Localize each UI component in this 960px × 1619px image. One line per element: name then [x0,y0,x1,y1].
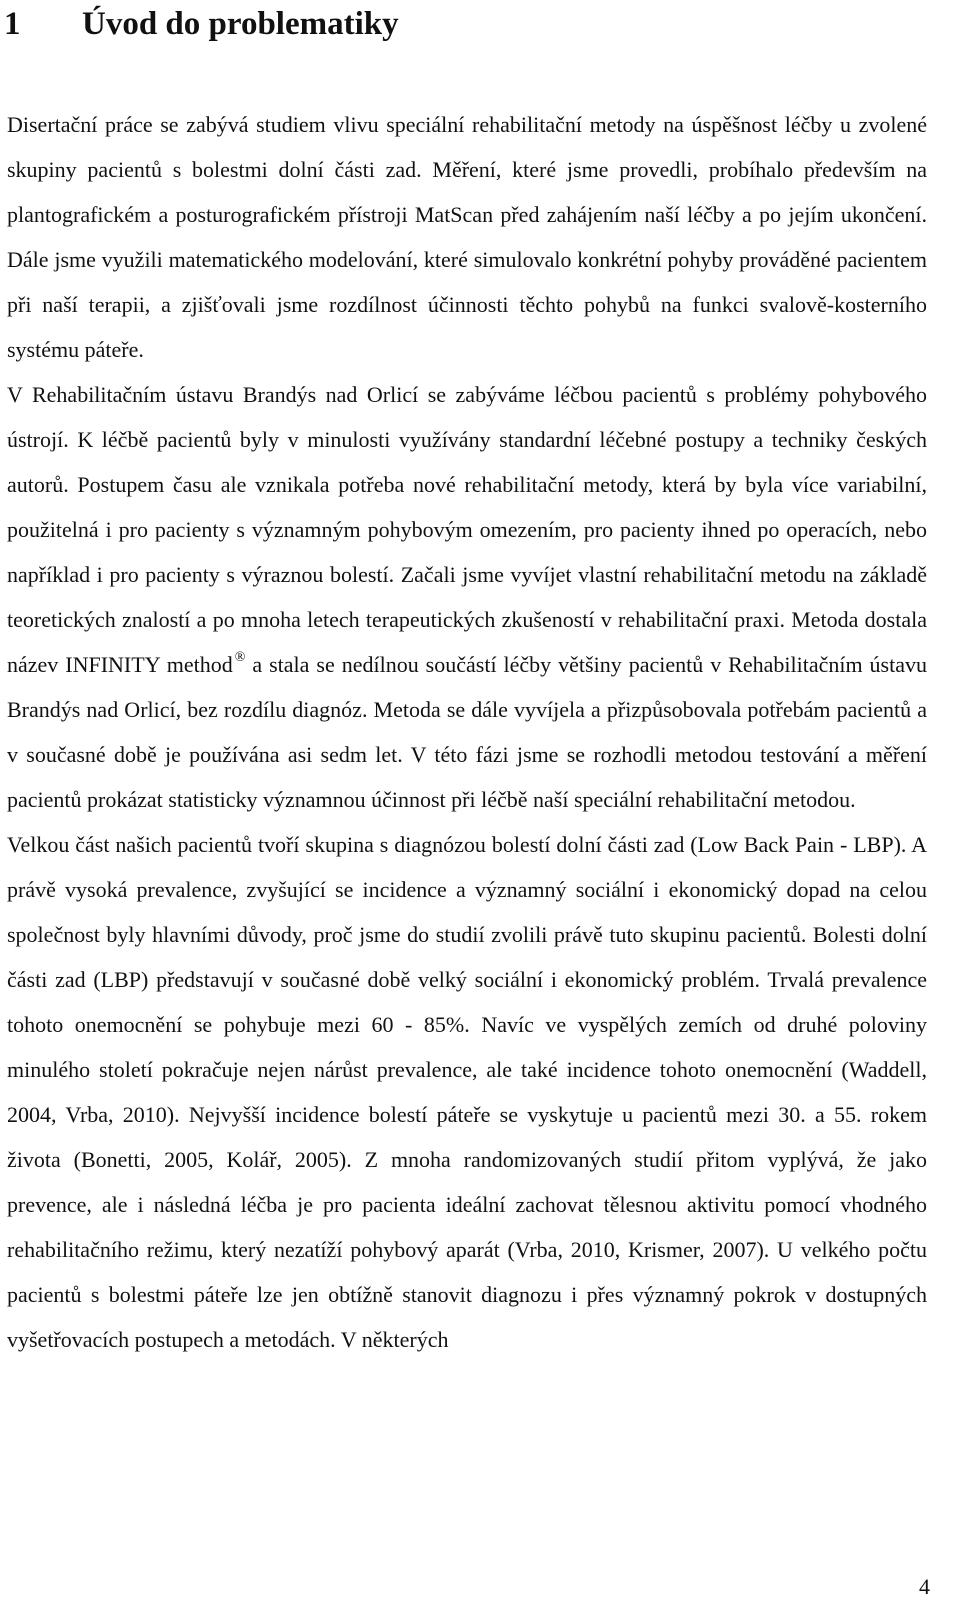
chapter-heading [4,2,399,46]
body-text [7,102,927,1362]
paragraph-1: Disertační práce se zabývá studiem vlivu speciální rehabilitační metody na úspěšnost léčby u zvolené skupiny pacientů s bolestmi dolní části zad. Měření, které jsme provedli, probíhalo především na plantografickém a posturografickém přístroji MatScan před zahájením naší léčby a po jejím ukončení. Dále jsme využili matematického modelování, které simulovalo konkrétní pohyby prováděné pacientem při naší terapii, a zjišťovali jsme rozdílnost účinnosti těchto pohybů na funkci svalově-kosterního systému páteře. [7,112,927,362]
paragraph-2-text-after: a stala se nedílnou součástí léčby většiny pacientů v Rehabilitačním ústavu Brandýs nad Orlicí, bez rozdílu diagnóz. Metoda se dále vyvíjela a přizpůsobovala potřebám pacientů a v současné době je používána asi sedm let. V této fázi jsme se rozhodli metodou testování a měření pacientů prokázat statisticky významnou účinnost při léčbě naší speciální rehabilitační metodou. [7,652,927,812]
paragraph-3: Velkou část našich pacientů tvoří skupina s diagnózou bolestí dolní části zad (Low Back Pain - LBP). A právě vysoká prevalence, zvyšující se incidence a významný sociální i ekonomický dopad na celou společnost byly hlavními důvody, proč jsme do studií zvolili právě tuto skupinu pacientů. Bolesti dolní části zad (LBP) představují v současné době velký sociální i ekonomický problém. Trvalá prevalence tohoto onemocnění se pohybuje mezi 60 - 85%. Navíc ve vyspělých zemích od druhé poloviny minulého století pokračuje nejen nárůst prevalence, ale také incidence tohoto onemocnění (Waddell, 2004, Vrba, 2010). Nejvyšší incidence bolestí páteře se vyskytuje u pacientů mezi 30. a 55. rokem života (Bonetti, 2005, Kolář, 2005). Z mnoha randomizovaných studií přitom vyplývá, že jako prevence, ale i následná léčba je pro pacienta ideální zachovat tělesnou aktivitu pomocí vhodného rehabilitačního režimu, který nezatíží pohybový aparát (Vrba, 2010, Krismer, 2007). U velkého počtu pacientů s bolestmi páteře lze jen obtížně stanovit diagnozu i přes významný pokrok v dostupných vyšetřovacích postupech a metodách. V některých [7,832,927,1352]
registered-trademark-mark: ® [234,650,246,665]
paragraph-2-text-before: V Rehabilitačním ústavu Brandýs nad Orlicí se zabýváme léčbou pacientů s problémy pohybového ústrojí. K léčbě pacientů byly v minulosti využívány standardní léčebné postupy a techniky českých autorů. Postupem času ale vznikala potřeba nové rehabilitační metody, která by byla více variabilní, použitelná i pro pacienty s významným pohybovým omezením, pro pacienty ihned po operacích, nebo například i pro pacienty s výraznou bolestí. Začali jsme vyvíjet vlastní rehabilitační metodu na základě teoretických znalostí a po mnoha letech terapeutických zkušeností v rehabilitační praxi. Metoda dostala název INFINITY method [7,382,927,677]
chapter-title: Úvod do problematiky [82,6,399,42]
paragraph-2 [7,372,927,822]
page-number: 4 [919,1574,930,1599]
chapter-number: 1 [4,6,21,42]
